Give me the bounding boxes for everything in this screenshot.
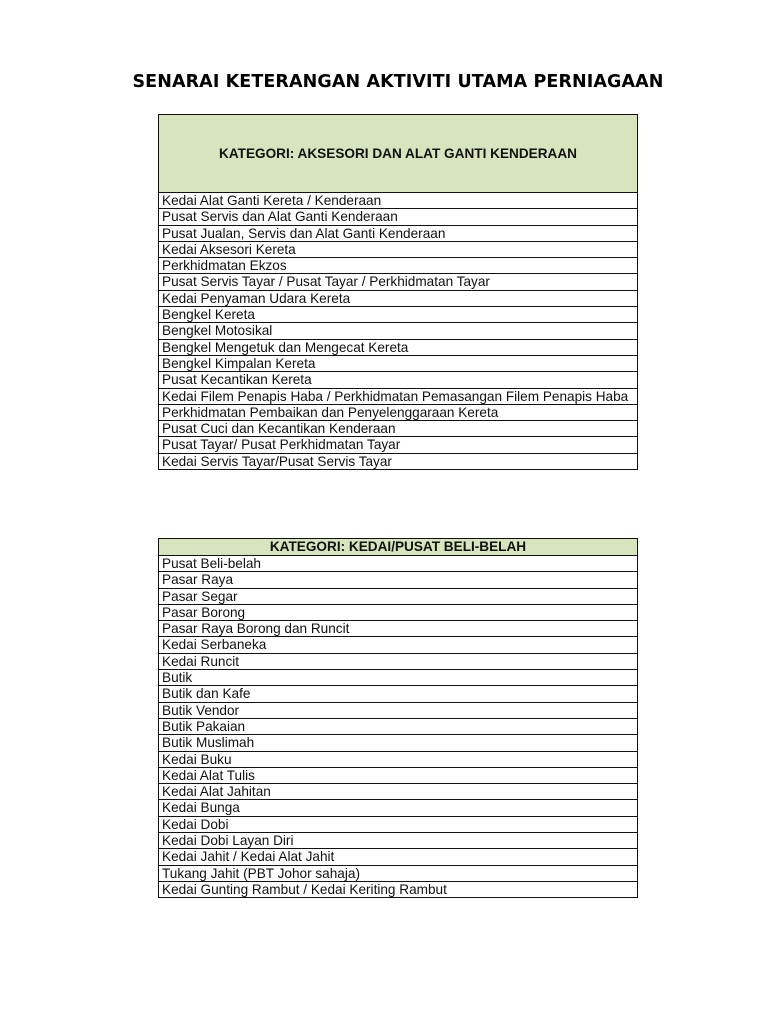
activity-item: Bengkel Kimpalan Kereta [159, 355, 638, 371]
activity-item: Kedai Servis Tayar/Pusat Servis Tayar [159, 453, 638, 469]
activity-item: Butik Pakaian [159, 718, 638, 734]
activity-item: Pasar Segar [159, 588, 638, 604]
activity-item: Pasar Raya Borong dan Runcit [159, 621, 638, 637]
table-row [159, 372, 638, 388]
table-row [159, 849, 638, 865]
activity-item: Perkhidmatan Pembaikan dan Penyelenggaraan Kereta [159, 404, 638, 420]
activity-item: Pusat Servis dan Alat Ganti Kenderaan [159, 209, 638, 225]
activity-item: Kedai Alat Jahitan [159, 784, 638, 800]
table-row [159, 209, 638, 225]
category-header-row [159, 539, 638, 556]
table-row [159, 604, 638, 620]
table-row [159, 881, 638, 897]
table-row [159, 258, 638, 274]
activity-item: Kedai Dobi Layan Diri [159, 833, 638, 849]
activity-item: Bengkel Motosikal [159, 323, 638, 339]
table-row [159, 751, 638, 767]
table-row [159, 767, 638, 783]
table-row [159, 556, 638, 572]
table-row [159, 588, 638, 604]
activity-item: Tukang Jahit (PBT Johor sahaja) [159, 865, 638, 881]
table-row [159, 437, 638, 453]
table-row [159, 421, 638, 437]
activity-item: Kedai Penyaman Udara Kereta [159, 290, 638, 306]
table-row [159, 653, 638, 669]
table-row [159, 735, 638, 751]
page-title: SENARAI KETERANGAN AKTIVITI UTAMA PERNIAGAAN [132, 72, 664, 92]
activity-item: Pasar Raya [159, 572, 638, 588]
activity-item: Bengkel Mengetuk dan Mengecat Kereta [159, 339, 638, 355]
activity-item: Kedai Jahit / Kedai Alat Jahit [159, 849, 638, 865]
activity-item: Perkhidmatan Ekzos [159, 258, 638, 274]
activity-item: Pusat Tayar/ Pusat Perkhidmatan Tayar [159, 437, 638, 453]
category-header-row [159, 115, 638, 193]
category-header: KATEGORI: AKSESORI DAN ALAT GANTI KENDERAAN [159, 115, 638, 193]
activity-item: Pusat Kecantikan Kereta [159, 372, 638, 388]
activity-item: Kedai Runcit [159, 653, 638, 669]
activity-item: Pusat Servis Tayar / Pusat Tayar / Perkhidmatan Tayar [159, 274, 638, 290]
activity-item: Pusat Beli-belah [159, 556, 638, 572]
table-row [159, 290, 638, 306]
table-row [159, 193, 638, 209]
activity-item: Kedai Bunga [159, 800, 638, 816]
category-header: KATEGORI: KEDAI/PUSAT BELI-BELAH [159, 539, 638, 556]
table-row [159, 833, 638, 849]
table-row [159, 784, 638, 800]
table-row [159, 225, 638, 241]
table-row [159, 637, 638, 653]
activity-item: Kedai Buku [159, 751, 638, 767]
table-row [159, 800, 638, 816]
activity-item: Kedai Serbaneka [159, 637, 638, 653]
table-row [159, 816, 638, 832]
table-row [159, 453, 638, 469]
table-row [159, 718, 638, 734]
activity-item: Kedai Alat Ganti Kereta / Kenderaan [159, 193, 638, 209]
table-row [159, 572, 638, 588]
table-row [159, 323, 638, 339]
table-row [159, 274, 638, 290]
activity-item: Kedai Dobi [159, 816, 638, 832]
activity-item: Butik Muslimah [159, 735, 638, 751]
activity-item: Kedai Filem Penapis Haba / Perkhidmatan Pemasangan Filem Penapis Haba [159, 388, 638, 404]
table-row [159, 865, 638, 881]
activity-item: Pasar Borong [159, 604, 638, 620]
table-row [159, 404, 638, 420]
activity-item: Butik dan Kafe [159, 686, 638, 702]
category-table-aksesori [158, 114, 638, 470]
table-row [159, 670, 638, 686]
table-row [159, 686, 638, 702]
table-row [159, 621, 638, 637]
table-row [159, 241, 638, 257]
table-row [159, 307, 638, 323]
category-table-beli-belah [158, 538, 638, 898]
activity-item: Kedai Aksesori Kereta [159, 241, 638, 257]
activity-item: Pusat Cuci dan Kecantikan Kenderaan [159, 421, 638, 437]
activity-item: Pusat Jualan, Servis dan Alat Ganti Kenderaan [159, 225, 638, 241]
table-row [159, 355, 638, 371]
table-row [159, 388, 638, 404]
activity-item: Butik [159, 670, 638, 686]
activity-item: Bengkel Kereta [159, 307, 638, 323]
activity-item: Kedai Alat Tulis [159, 767, 638, 783]
activity-item: Kedai Gunting Rambut / Kedai Keriting Rambut [159, 881, 638, 897]
table-row [159, 339, 638, 355]
activity-item: Butik Vendor [159, 702, 638, 718]
table-row [159, 702, 638, 718]
